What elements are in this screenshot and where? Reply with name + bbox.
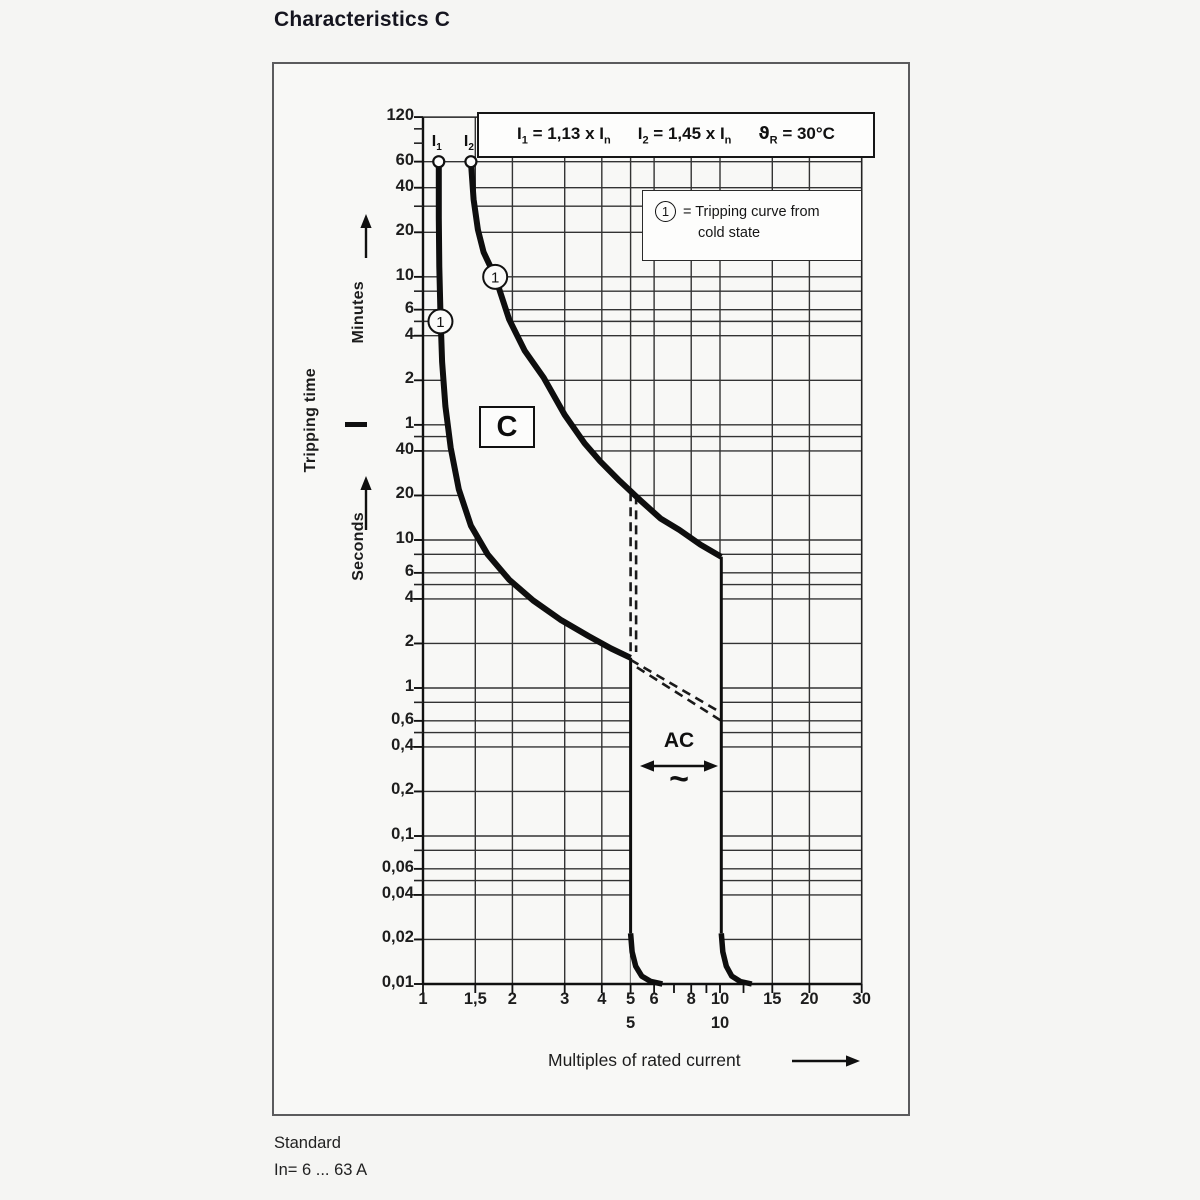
y-axis-unit-minutes: Minutes: [350, 281, 367, 344]
ac-tilde-symbol: ~: [669, 760, 689, 798]
footer-standard: Standard: [274, 1134, 341, 1152]
formula: $ϑ_R = 30^\circ C$: [758, 123, 835, 147]
x-tick: 5: [626, 990, 636, 1008]
x-tick: 1: [418, 990, 428, 1008]
y-axis-unit-seconds: Seconds: [350, 512, 367, 581]
formula: $I_1 = 1,13$ x $I_n$: [517, 123, 611, 147]
x-tick: 8: [686, 990, 696, 1008]
current-threshold-label-2: $I_2$: [463, 133, 474, 154]
legend-line-1: = Tripping curve from: [683, 204, 820, 220]
y-tick-minutes: 120: [386, 106, 414, 125]
legend-box: [642, 190, 862, 261]
y-tick-seconds: 2: [404, 632, 414, 651]
legend-text: [683, 202, 820, 244]
current-threshold-label-1: $I_1$: [431, 133, 442, 154]
y-tick-seconds: 10: [395, 529, 414, 547]
y-axis-title: Tripping time: [302, 368, 319, 473]
svg-text:1: 1: [491, 269, 500, 287]
x-tick: 3: [560, 990, 570, 1008]
y-tick-seconds: 0,4: [391, 735, 414, 754]
y-tick-seconds: 0,01: [381, 973, 414, 991]
curve-start-circle: [465, 156, 476, 167]
svg-text:1: 1: [436, 313, 445, 331]
bottom-curl-10x: [721, 933, 752, 984]
x-tick: 20: [800, 990, 819, 1008]
y-tick-minutes: 60: [395, 150, 414, 169]
y-tick-seconds: 0,6: [391, 709, 414, 728]
y-tick-seconds: 40: [395, 439, 414, 458]
x-tick: 6: [649, 990, 659, 1008]
x-trip-range-tick: 5: [626, 1014, 636, 1032]
x-tick: 30: [852, 990, 871, 1008]
y-tick-seconds: 0,2: [391, 780, 414, 799]
footer-rated-current-range: In= 6 ... 63 A: [274, 1161, 368, 1179]
curve-start-circle: [433, 156, 444, 167]
y-tick-minutes: 40: [395, 176, 414, 195]
y-tick-seconds: 1: [404, 677, 414, 695]
y-tick-seconds: 6: [404, 561, 414, 580]
y-tick-minutes: 4: [404, 324, 414, 343]
x-trip-range-tick: 10: [710, 1014, 730, 1032]
minutes-seconds-divider: [345, 422, 367, 427]
circled-1-icon: 1: [655, 201, 676, 222]
y-tick-seconds: 0,02: [381, 928, 414, 947]
y-tick-minutes: 6: [404, 298, 414, 317]
x-tick: 1,5: [463, 990, 487, 1008]
x-tick: 15: [763, 990, 782, 1008]
y-tick-minutes: 1: [404, 413, 414, 432]
legend-line-2: cold state: [698, 225, 761, 242]
cold-state-marker: [483, 265, 507, 289]
x-tick: 2: [507, 990, 517, 1008]
formula: $I_2 = 1,45$ x $I_n$: [637, 123, 732, 147]
y-tick-seconds: 4: [404, 587, 414, 606]
cold-state-marker: [428, 309, 452, 333]
x-tick: 10: [710, 990, 730, 1008]
y-tick-seconds: 0,04: [381, 883, 414, 902]
y-tick-seconds: 20: [395, 484, 414, 503]
y-tick-minutes: 10: [395, 265, 414, 284]
y-tick-seconds: 0,06: [381, 857, 414, 876]
x-tick: 4: [597, 990, 607, 1008]
ac-zone-label: AC: [663, 729, 695, 752]
characteristic-band-label: C: [479, 406, 535, 448]
y-tick-seconds: 0,1: [391, 825, 414, 843]
x-axis-title: Multiples of rated current: [548, 1050, 741, 1070]
y-tick-minutes: 2: [404, 369, 414, 388]
formula-box: [477, 112, 875, 158]
page-title: Characteristics C: [274, 8, 451, 31]
y-tick-minutes: 20: [395, 221, 414, 240]
